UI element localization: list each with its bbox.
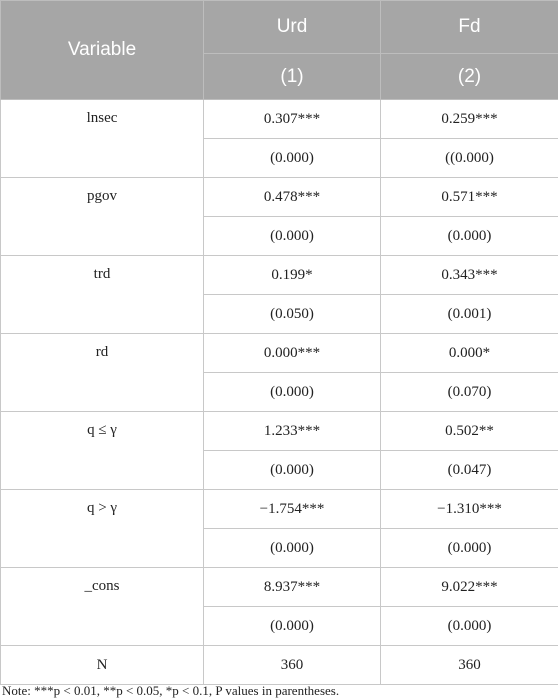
coefficient-fd: 0.259*** (381, 100, 558, 139)
coefficient-urd: 0.478*** (204, 178, 381, 217)
variable-name: pgov (1, 178, 204, 256)
observations-row (1, 646, 558, 685)
coefficient-row (1, 334, 558, 373)
pvalue-fd: (0.000) (381, 607, 558, 646)
pvalue-urd: (0.000) (204, 451, 381, 490)
pvalue-fd: ((0.000) (381, 139, 558, 178)
coefficient-fd: 0.343*** (381, 256, 558, 295)
coefficient-row (1, 490, 558, 529)
coefficient-fd: 0.000* (381, 334, 558, 373)
variable-name: lnsec (1, 100, 204, 178)
pvalue-urd: (0.000) (204, 139, 381, 178)
header-urd: Urd (204, 1, 381, 54)
pvalue-urd: (0.000) (204, 529, 381, 568)
observations-urd: 360 (204, 646, 381, 685)
observations-label: N (1, 646, 204, 685)
coefficient-urd: 0.000*** (204, 334, 381, 373)
header-col2-number: (2) (381, 54, 558, 100)
variable-name: rd (1, 334, 204, 412)
coefficient-row (1, 256, 558, 295)
coefficient-fd: −1.310*** (381, 490, 558, 529)
pvalue-fd: (0.000) (381, 529, 558, 568)
header-col1-number: (1) (204, 54, 381, 100)
pvalue-urd: (0.050) (204, 295, 381, 334)
coefficient-fd: 0.571*** (381, 178, 558, 217)
variable-name: q > γ (1, 490, 204, 568)
coefficient-urd: 0.199* (204, 256, 381, 295)
coefficient-urd: 1.233*** (204, 412, 381, 451)
pvalue-fd: (0.070) (381, 373, 558, 412)
coefficient-row (1, 178, 558, 217)
coefficient-row (1, 100, 558, 139)
coefficient-fd: 0.502** (381, 412, 558, 451)
coefficient-row (1, 568, 558, 607)
header-row (1, 1, 558, 54)
coefficient-urd: 0.307*** (204, 100, 381, 139)
pvalue-urd: (0.000) (204, 217, 381, 256)
pvalue-fd: (0.000) (381, 217, 558, 256)
coefficient-fd: 9.022*** (381, 568, 558, 607)
pvalue-urd: (0.000) (204, 373, 381, 412)
pvalue-urd: (0.000) (204, 607, 381, 646)
table-note: Note: ***p < 0.01, **p < 0.05, *p < 0.1, P values in parentheses. (2, 683, 340, 698)
variable-name: trd (1, 256, 204, 334)
coefficient-urd: −1.754*** (204, 490, 381, 529)
coefficient-urd: 8.937*** (204, 568, 381, 607)
header-variable: Variable (1, 1, 204, 100)
pvalue-fd: (0.047) (381, 451, 558, 490)
pvalue-fd: (0.001) (381, 295, 558, 334)
header-fd: Fd (381, 1, 558, 54)
variable-name: q ≤ γ (1, 412, 204, 490)
variable-name: _cons (1, 568, 204, 646)
coefficient-row (1, 412, 558, 451)
observations-fd: 360 (381, 646, 558, 685)
